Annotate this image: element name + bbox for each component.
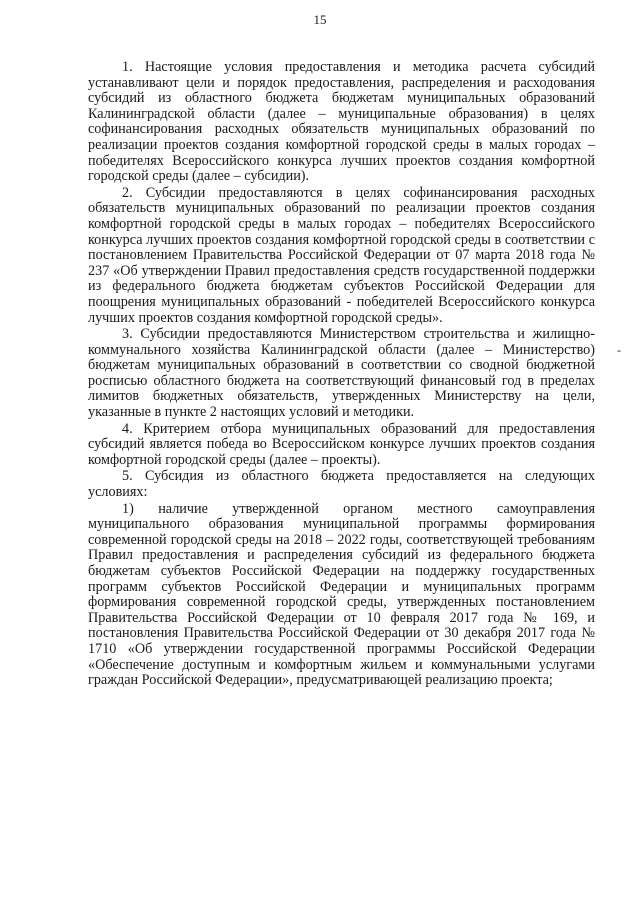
page-number: 15 [313,12,327,27]
paragraph-1: 1. Настоящие условия предоставления и методика расчета субсидий устанавливают цели и порядок предоставления, распределения и расходования субсидий из областного бюджета бюджетам муниципальных образований Калининградской области (далее – муниципальные образования) в целях софинансирования расходных обязательств муниципальных образований по реализации проектов создания комфортной городской среды в малых городах – победителях Всероссийского конкурса лучших проектов создания комфортной городской среды (далее – субсидии). [88,59,595,185]
paragraph-5: 5. Субсидия из областного бюджета предоставляется на следующих условиях: [88,468,595,501]
paragraph-4: 4. Критерием отбора муниципальных образований для предоставления субсидий является победа во Всероссийском конкурсе лучших проектов создания комфортной городской среды (далее – проекты). [88,420,595,468]
paragraph-3: 3. Субсидии предоставляются Министерством строительства и жилищно-коммунального хозяйства Калининградской области (далее – Министерство) бюджетам муниципальных образований в соответствии со сводной бюджетной росписью областного бюджета на соответствующий финансовый год в пределах лимитов бюджетных обязательств, утвержденных Министерству на цели, указанные в пункте 2 настоящих условий и методики. [88,326,595,421]
paragraph-2: 2. Субсидии предоставляются в целях софинансирования расходных обязательств муниципальных образований по реализации проектов создания комфортной городской среды в малых городах – победителях Всероссийского конкурса лучших проектов создания комфортной городской среды в соответствии с постановлением Правительства Российской Федерации от 07 марта 2018 года № 237 «Об утверждении Правил предоставления средств государственной поддержки из федерального бюджета бюджетам субъектов Российской Федерации для поощрения муниципальных образований - победителей Всероссийского конкурса лучших проектов создания комфортной городской среды». [88,184,595,326]
margin-mark: - [617,343,621,357]
paragraph-5-item-1: 1) наличие утвержденной органом местного самоуправления муниципального образования муниципальной программы формирования современной городской среды на 2018 – 2022 годы, соответствующей требованиям Правил предоставления и распределения субсидий из федерального бюджета бюджетам субъектов Российской Федерации на поддержку государственных программ субъектов Российской Федерации и муниципальных программ формирования современной городской среды, утвержденных постановлением Правительства Российской Федерации от 10 февраля 2017 года № 169, и постановления Правительства Российской Федерации от 30 декабря 2017 года № 1710 «Об утверждении государственной программы Российской Федерации «Обеспечение доступным и комфортным жильем и коммунальными услугами граждан Российской Федерации», предусматривающей реализацию проекта; [88,500,595,689]
document-body [88,60,595,689]
